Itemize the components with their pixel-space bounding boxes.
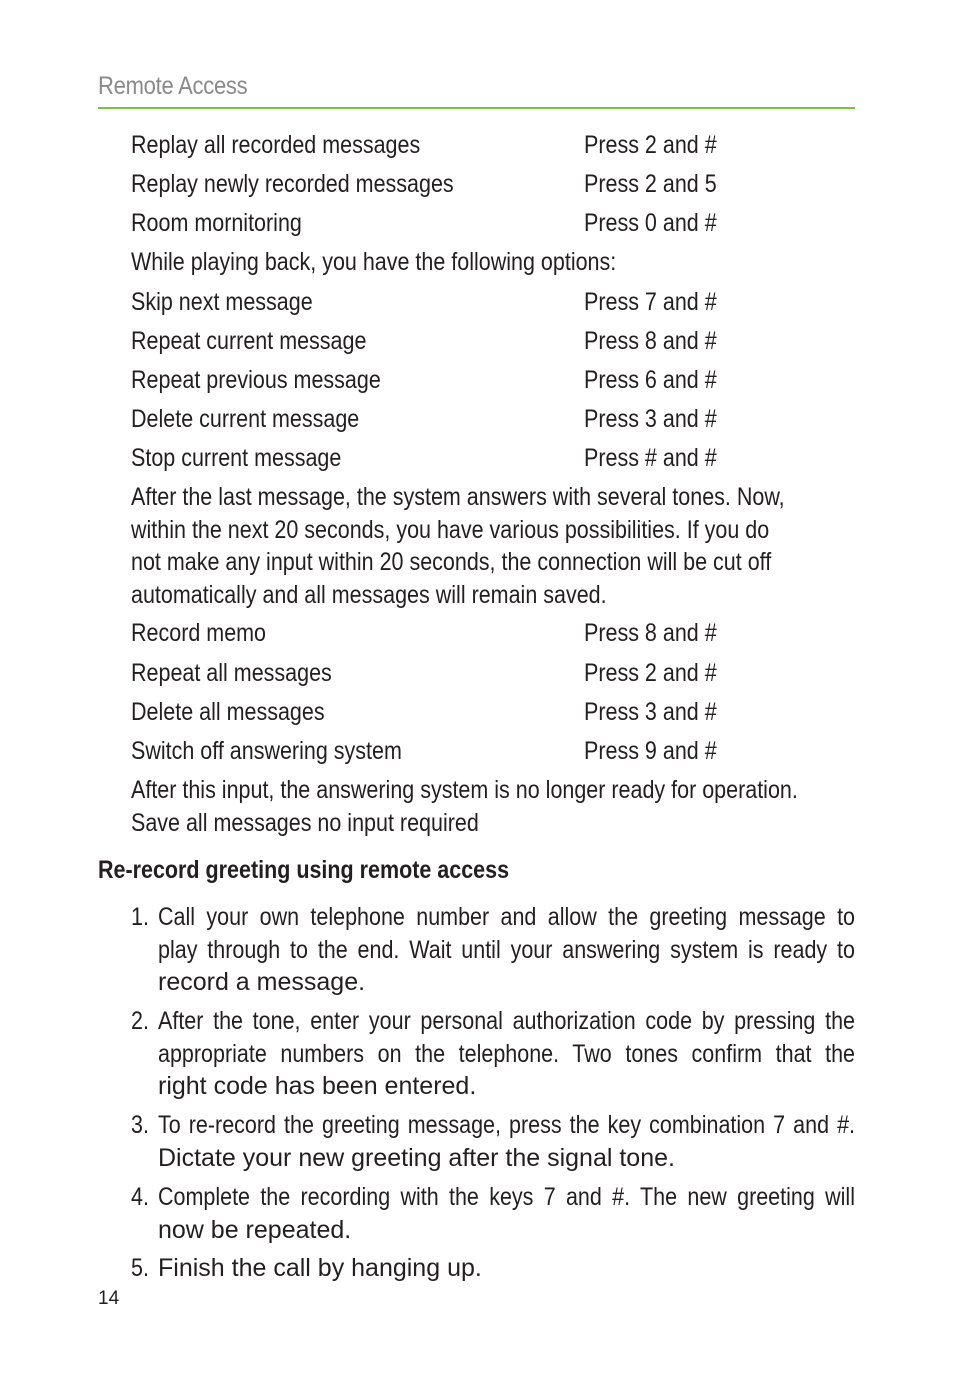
command-key: Press 3 and #	[584, 698, 717, 726]
step-text	[158, 901, 855, 999]
command-key: Press 2 and #	[584, 659, 717, 687]
header-rule	[98, 107, 855, 109]
command-key: Press 9 and #	[584, 737, 717, 765]
step-text	[158, 1252, 855, 1285]
paragraph-line: Save all messages no input required	[131, 808, 479, 837]
command-label: Switch off answering system	[131, 737, 402, 765]
step-line: After the tone, enter your personal authorization code by pressing the	[158, 1007, 855, 1035]
page-number: 14	[98, 1288, 120, 1309]
command-label: Delete all messages	[131, 698, 325, 726]
command-key: Press 8 and #	[584, 619, 717, 647]
command-label: Replay all recorded messages	[131, 131, 421, 159]
after-input-paragraph	[131, 774, 951, 839]
step-line: right code has been entered.	[158, 1072, 477, 1100]
command-label: Repeat all messages	[131, 659, 332, 687]
command-label: Repeat current message	[131, 327, 367, 355]
running-header: Remote Access	[98, 72, 248, 100]
step-line: now be repeated.	[158, 1215, 352, 1244]
step-number: 1.	[131, 903, 149, 931]
playback-intro: While playing back, you have the following options:	[131, 248, 617, 276]
command-label: Replay newly recorded messages	[131, 170, 454, 198]
step-text	[158, 1181, 855, 1246]
command-key: Press 7 and #	[584, 288, 717, 316]
step-text	[158, 1109, 855, 1174]
command-key: Press 2 and #	[584, 131, 717, 159]
paragraph-line: automatically and all messages will remain saved.	[131, 580, 607, 609]
command-label: Repeat previous message	[131, 366, 381, 394]
step-text	[158, 1005, 855, 1103]
step-line: appropriate numbers on the telephone. Two tones confirm that the	[158, 1039, 856, 1068]
step-number: 3.	[131, 1111, 149, 1139]
command-label: Record memo	[131, 619, 267, 647]
command-label: Delete current message	[131, 405, 360, 433]
paragraph-line: not make any input within 20 seconds, the connection will be cut off	[131, 548, 772, 576]
after-last-message-paragraph	[131, 481, 951, 611]
step-line: To re-record the greeting message, press the key combination 7 and #.	[158, 1111, 856, 1139]
step-number: 4.	[131, 1183, 149, 1211]
step-line: Finish the call by hanging up.	[158, 1254, 482, 1282]
paragraph-line: within the next 20 seconds, you have various possibilities. If you do	[131, 515, 770, 544]
command-label: Stop current message	[131, 444, 342, 472]
command-key: Press 6 and #	[584, 366, 717, 394]
step-line: Call your own telephone number and allow the greeting message to	[158, 903, 856, 931]
command-key: Press 8 and #	[584, 327, 717, 355]
step-line: play through to the end. Wait until your answering system is ready to	[158, 935, 855, 964]
step-number: 5.	[131, 1254, 149, 1282]
paragraph-line: After the last message, the system answers with several tones. Now,	[131, 483, 785, 511]
command-label: Skip next message	[131, 288, 313, 316]
command-key: Press 0 and #	[584, 209, 717, 237]
command-key: Press 3 and #	[584, 405, 717, 433]
command-key: Press # and #	[584, 444, 717, 472]
paragraph-line: After this input, the answering system is no longer ready for operation.	[131, 776, 798, 804]
command-label: Room mornitoring	[131, 209, 302, 237]
step-line: Dictate your new greeting after the signal tone.	[158, 1143, 675, 1172]
step-number: 2.	[131, 1007, 149, 1035]
step-line: record a message.	[158, 968, 366, 996]
section-heading: Re-record greeting using remote access	[98, 856, 510, 884]
command-key: Press 2 and 5	[584, 170, 717, 198]
step-line: Complete the recording with the keys 7 and #. The new greeting will	[158, 1183, 855, 1211]
